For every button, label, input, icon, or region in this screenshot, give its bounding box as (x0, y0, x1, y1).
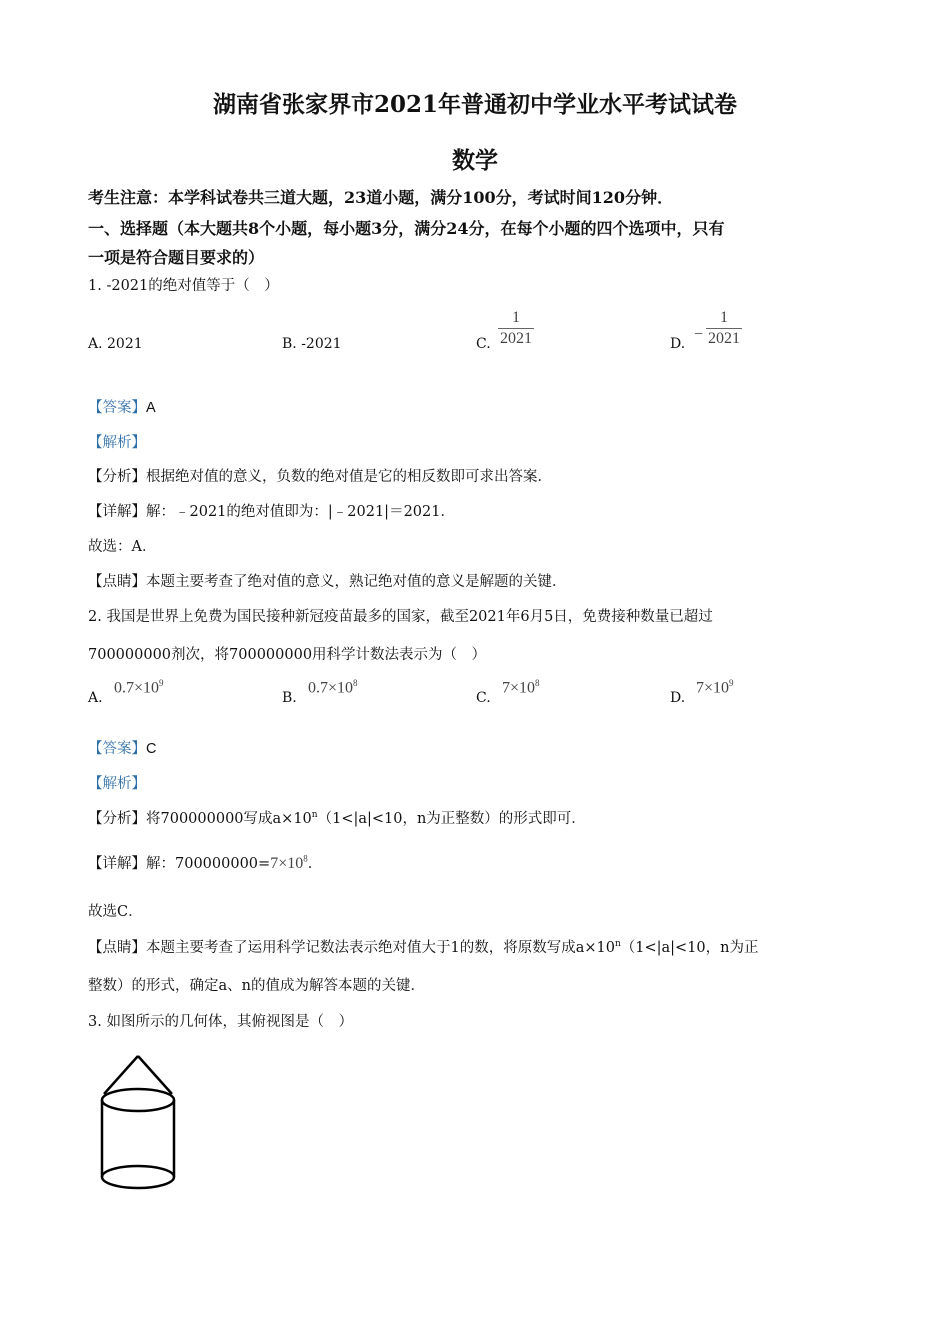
q1-option-d-sign: − (694, 326, 704, 343)
q1-option-c-label: C. (476, 336, 491, 352)
math-exponent: 9 (729, 678, 734, 688)
math-exponent: 8 (303, 853, 308, 864)
q2-stem-line1: 2. 我国是世界上免费为国民接种新冠疫苗最多的国家，截至2021年6月5日，免费接种数量已超过 (88, 609, 713, 625)
q2-option-d-label: D. (670, 690, 686, 706)
q2-option-a-math (114, 678, 164, 697)
answer-value: A (146, 400, 156, 416)
q2-choice: 故选C． (88, 904, 143, 920)
answer-value: C (146, 741, 157, 757)
q1-fenxi (88, 465, 552, 486)
fenxi-tag: 【分析】 (88, 469, 146, 485)
q1-option-d-fraction (706, 308, 742, 349)
math-base: 0.7×10 (308, 679, 354, 697)
q1-analysis-tag: 【解析】 (88, 435, 146, 451)
q2-option-c-math (502, 678, 540, 697)
xiangjie-text-pre: 解：700000000= (146, 856, 271, 872)
q1-choice: 故选：A． (88, 539, 157, 555)
q2-dianjing-line1 (88, 936, 759, 957)
fraction-denominator: 2021 (500, 330, 532, 347)
math-exponent: 9 (159, 678, 164, 688)
q1-option-c-fraction (498, 308, 534, 349)
q2-option-a-label: A. (88, 690, 103, 706)
fraction-numerator: 1 (720, 309, 728, 326)
q2-option-c-label: C. (476, 690, 491, 706)
cone-on-cylinder-figure (90, 1050, 190, 1200)
answer-tag: 【答案】 (88, 741, 146, 757)
q2-option-d-math (696, 678, 734, 697)
cylinder-bottom-ellipse (102, 1166, 174, 1188)
math-base: 7×10 (696, 679, 730, 697)
q2-option-b-label: B. (282, 690, 297, 706)
q1-option-b: B. -2021 (282, 336, 342, 352)
exam-notice: 考生注意：本学科试卷共三道大题，23道小题，满分100分，考试时间120分钟． (88, 188, 674, 207)
section-heading-line1: 一、选择题（本大题共8个小题，每小题3分，满分24分，在每个小题的四个选项中，只有 (88, 219, 725, 238)
page-subtitle: 数学 (452, 147, 498, 174)
dianjing-text: 本题主要考查了绝对值的意义，熟记绝对值的意义是解题的关键． (146, 574, 567, 590)
q2-stem-line2: 700000000剂次，将700000000用科学计数法表示为（ ） (88, 647, 487, 663)
fenxi-text: 根据绝对值的意义，负数的绝对值是它的相反数即可求出答案． (146, 469, 552, 485)
q2-answer (88, 737, 156, 758)
q2-dianjing-line2: 整数）的形式，确定a、n的值成为解答本题的关键． (88, 978, 425, 994)
q1-answer (88, 396, 156, 417)
q1-option-d-label: D. (670, 336, 686, 352)
q1-dianjing (88, 570, 567, 591)
answer-tag: 【答案】 (88, 400, 146, 416)
section-heading-line2: 一项是符合题目要求的） (88, 248, 265, 267)
xiangjie-text-post: ． (307, 856, 323, 872)
math-base: 0.7×10 (114, 679, 160, 697)
math-exponent: 8 (353, 678, 358, 688)
q2-fenxi (88, 807, 586, 828)
page-title: 湖南省张家界市2021年普通初中学业水平考试试卷 (212, 91, 737, 118)
xiangjie-tag: 【详解】 (88, 856, 146, 872)
cylinder-top-ellipse (102, 1089, 174, 1111)
q1-option-a: A. 2021 (88, 336, 143, 352)
math-base: 7×10 (502, 679, 536, 697)
dianjing-tag: 【点睛】 (88, 574, 146, 590)
q2-option-b-math (308, 678, 358, 697)
fenxi-tag: 【分析】 (88, 811, 146, 827)
q2-xiangjie (88, 852, 322, 873)
fraction-denominator: 2021 (708, 330, 740, 347)
fraction-numerator: 1 (512, 309, 520, 326)
dianjing-text-pre: 本题主要考查了运用科学记数法表示绝对值大于1的数，将原数写成a×10 (146, 940, 615, 956)
dianjing-text-post: （1<|a|<10，n为正 (620, 940, 759, 956)
dianjing-sup: n (614, 939, 621, 950)
q1-stem: 1. -2021的绝对值等于（ ） (88, 278, 279, 294)
math-exponent: 8 (535, 678, 540, 688)
dianjing-tag: 【点睛】 (88, 940, 146, 956)
fenxi-text-pre: 将700000000写成a×10 (146, 811, 312, 827)
q2-analysis-tag: 【解析】 (88, 776, 146, 792)
math-base: 7×10 (270, 855, 304, 872)
q1-xiangjie (88, 500, 455, 521)
xiangjie-tag: 【详解】 (88, 504, 146, 520)
fenxi-text-post: （1<|a|<10，n为正整数）的形式即可． (317, 811, 586, 827)
xiangjie-text: 解：﹣2021的绝对值即为：|﹣2021|＝2021． (146, 504, 455, 520)
q3-stem: 3. 如图所示的几何体，其俯视图是（ ） (88, 1014, 353, 1030)
fenxi-sup: n (311, 810, 318, 821)
xiangjie-math (270, 855, 308, 872)
